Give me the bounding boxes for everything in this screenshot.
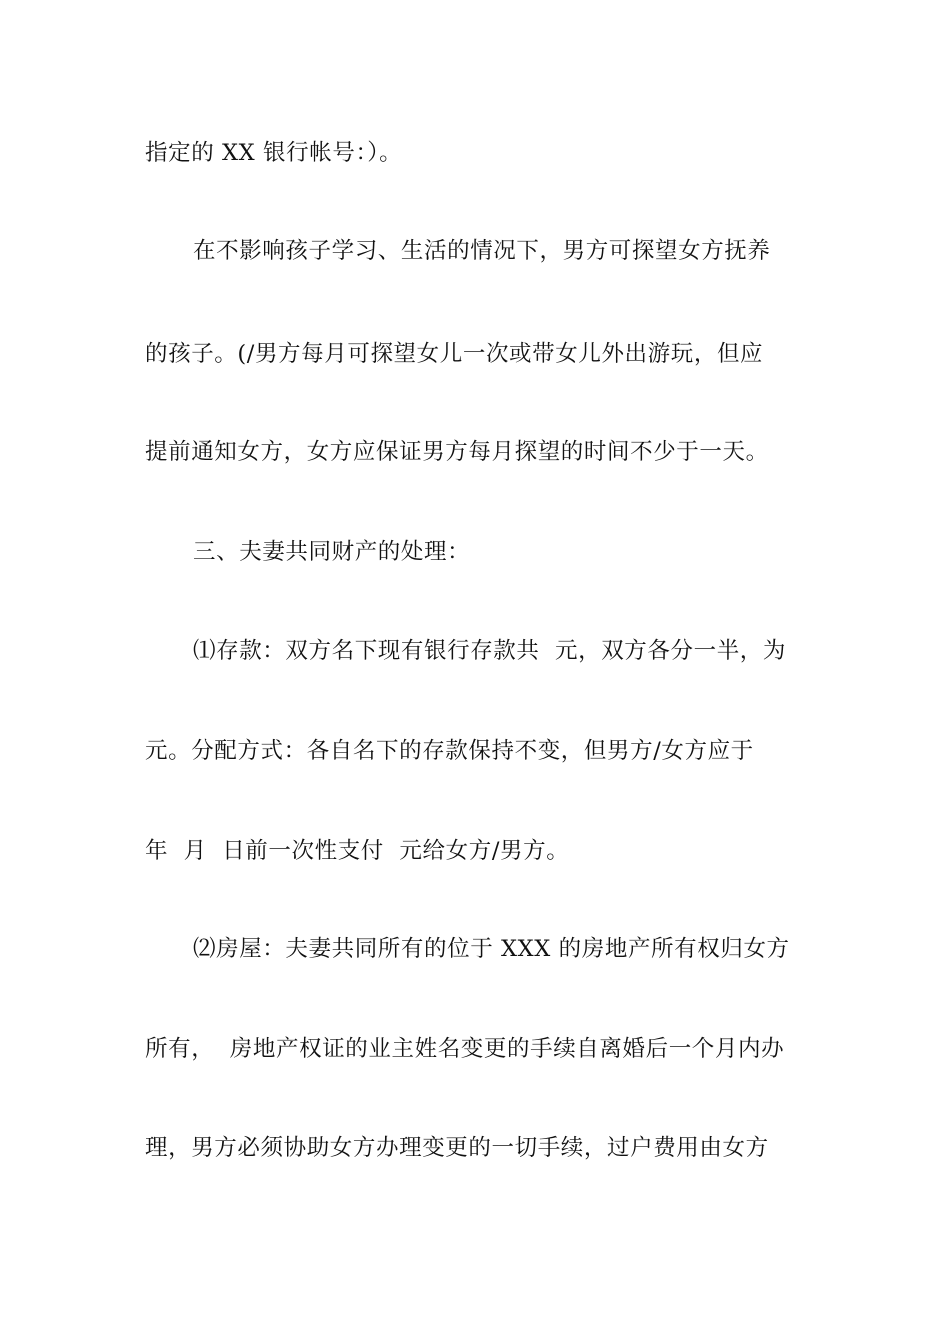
text-line-8: 年 月 日前一次性支付 元给女方/男方。: [145, 838, 570, 864]
text-line-6: ⑴存款：双方名下现有银行存款共 元，双方各分一半，为: [193, 638, 787, 664]
text-line-7: 元。分配方式：各自名下的存款保持不变，但男方/女方应于: [145, 738, 754, 764]
text-line-10: 所有， 房地产权证的业主姓名变更的手续自离婚后一个月内办: [145, 1036, 785, 1062]
text-line-11: 理，男方必须协助女方办理变更的一切手续，过户费用由女方: [145, 1135, 769, 1161]
text-line-2: 在不影响孩子学习、生活的情况下，男方可探望女方抚养: [193, 238, 771, 264]
text-line-3: 的孩子。(/男方每月可探望女儿一次或带女儿外出游玩，但应: [145, 341, 764, 367]
text-line-9: ⑵房屋：夫妻共同所有的位于 XXX 的房地产所有权归女方: [193, 936, 790, 962]
text-line-4: 提前通知女方，女方应保证男方每月探望的时间不少于一天。: [145, 439, 769, 465]
text-line-1: 指定的 XX 银行帐号：）。: [145, 140, 403, 166]
section-heading: 三、夫妻共同财产的处理：: [193, 539, 471, 565]
